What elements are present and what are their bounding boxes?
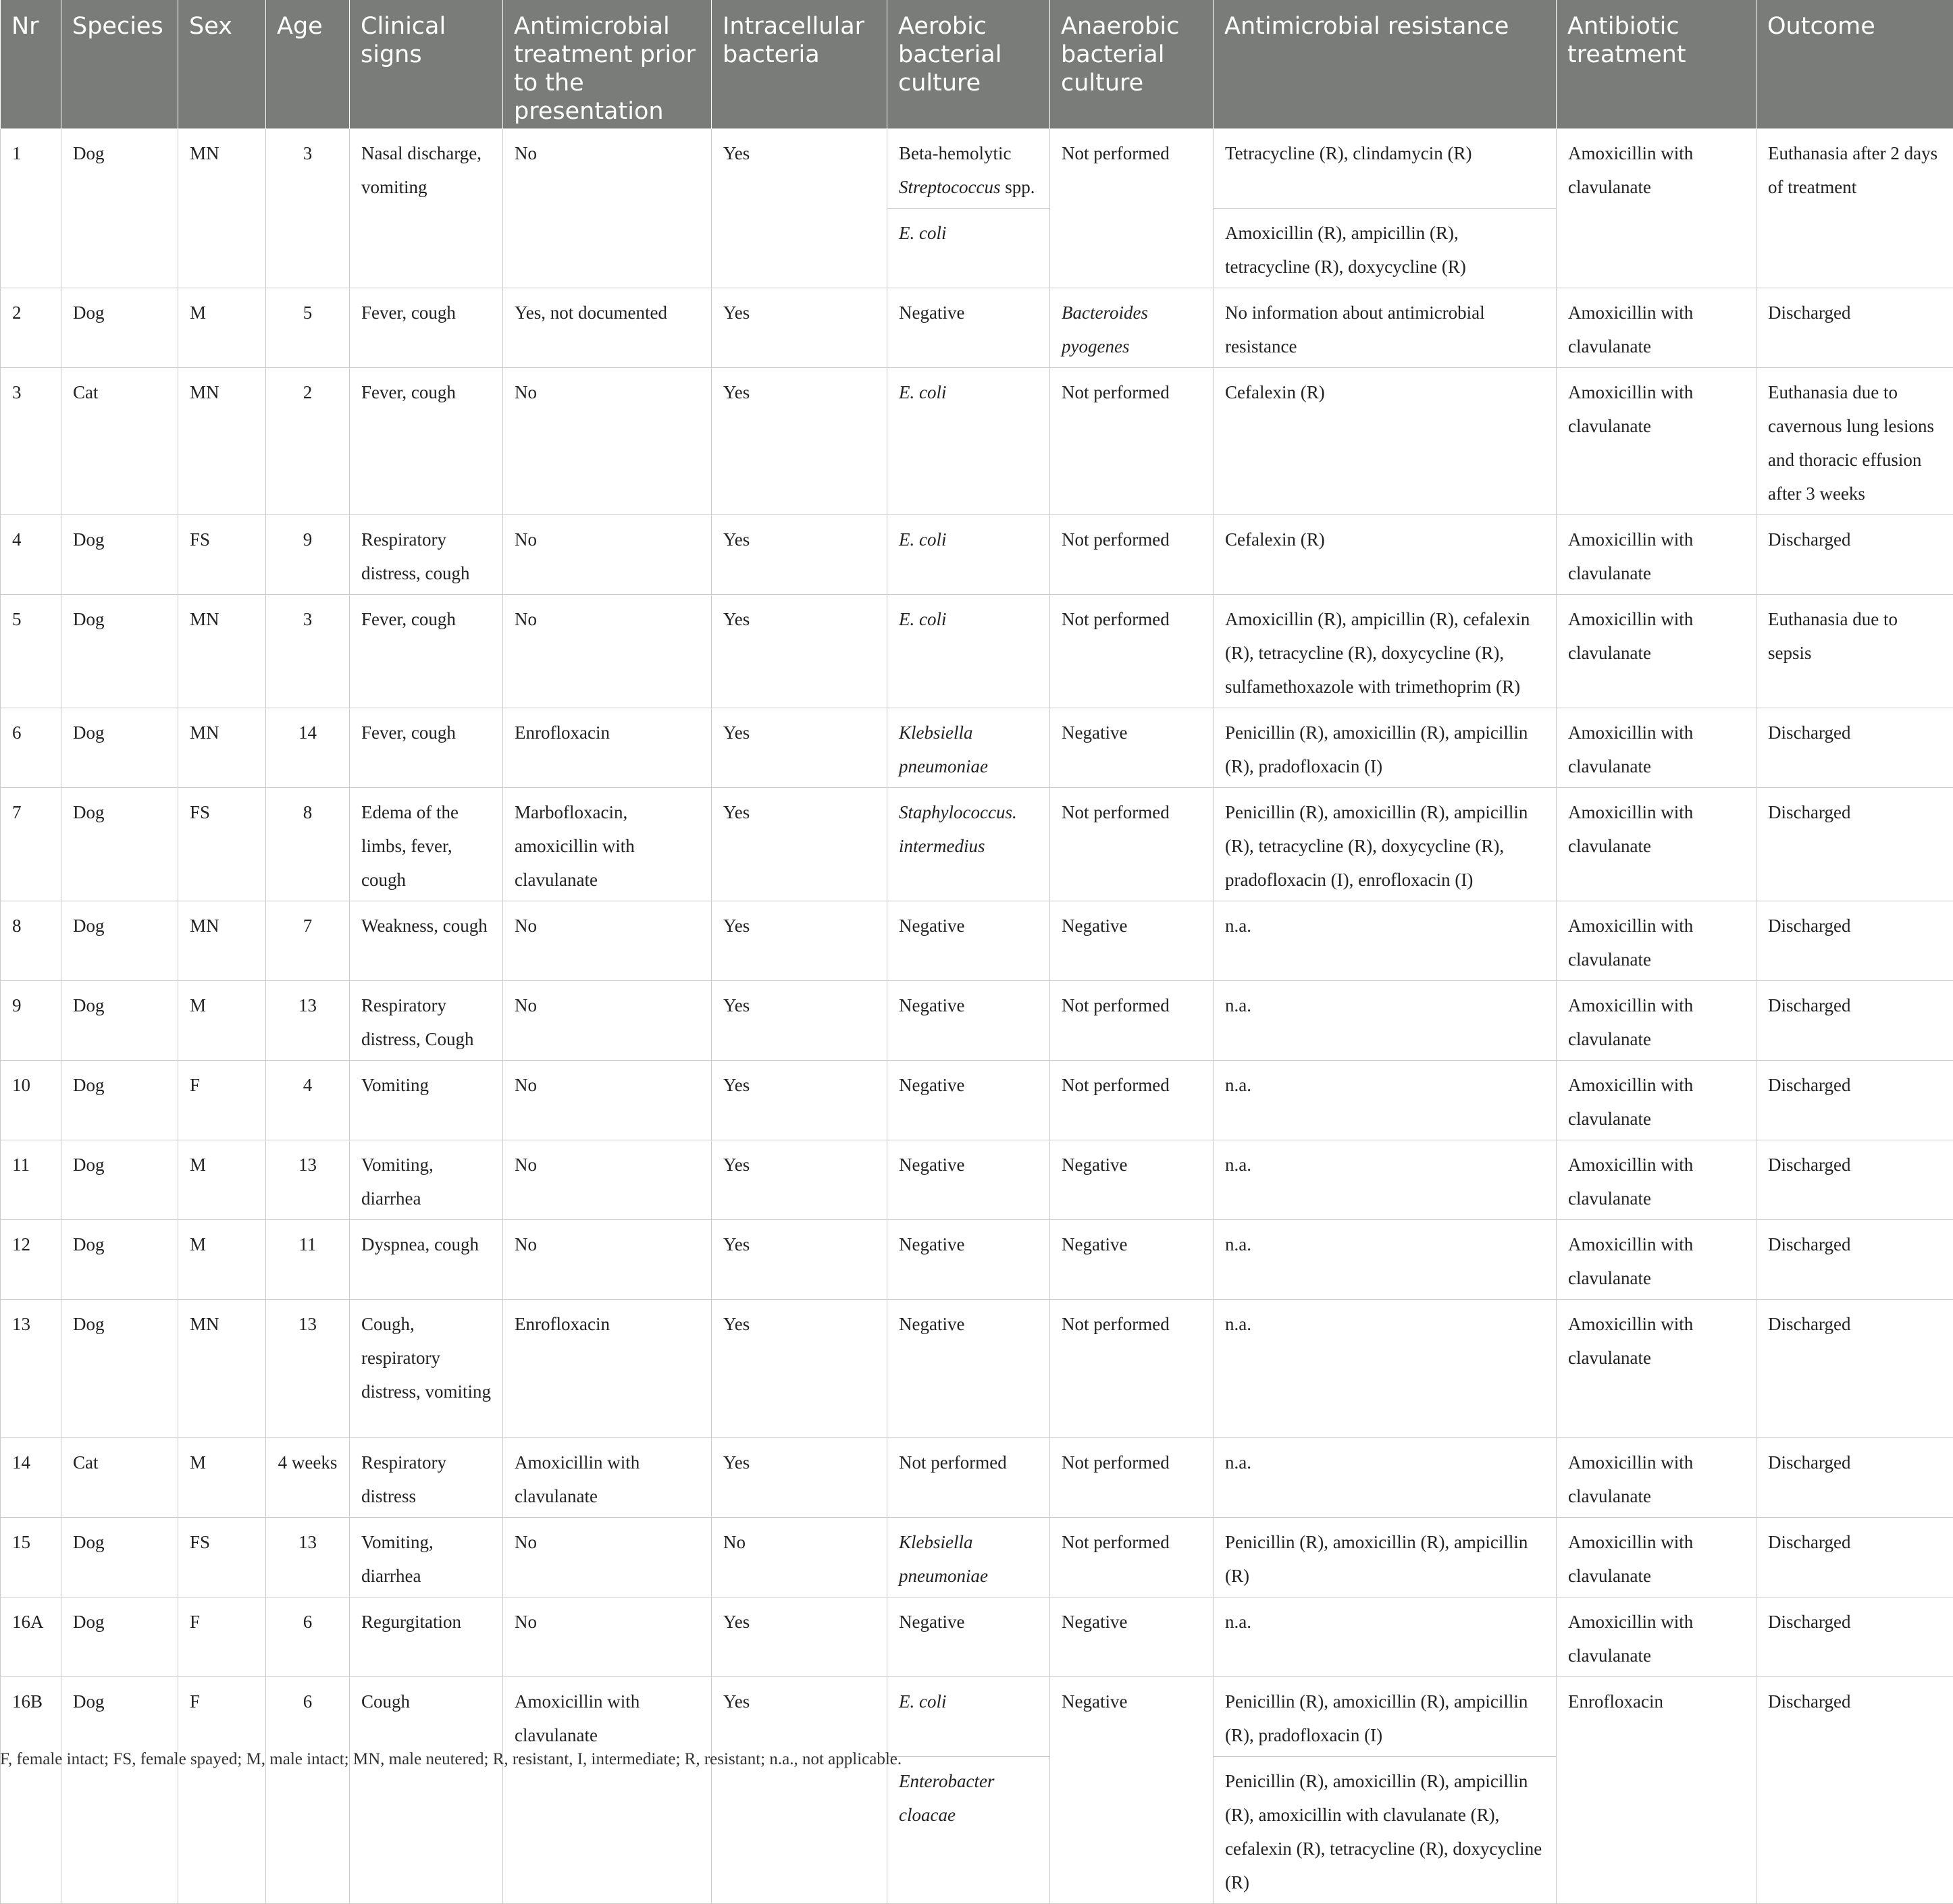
table-row bbox=[1, 788, 1953, 901]
header-age: Age bbox=[266, 0, 350, 129]
cell-nr: 8 bbox=[1, 901, 61, 981]
cell-nr: 14 bbox=[1, 1438, 61, 1518]
cell-resistance: n.a. bbox=[1214, 1140, 1557, 1220]
cell-nr: 1 bbox=[1, 129, 61, 288]
cell-anaerobic-culture: Not performed bbox=[1050, 368, 1214, 515]
cell-age: 13 bbox=[266, 1518, 350, 1597]
cell-antibiotic-treatment: Amoxicillin with clavulanate bbox=[1557, 129, 1756, 288]
cell-prior-treatment: No bbox=[503, 129, 712, 288]
cell-resistance: n.a. bbox=[1214, 901, 1557, 981]
cell-sex: M bbox=[178, 1140, 266, 1220]
table-row bbox=[1, 1438, 1953, 1518]
cell-resistance: Penicillin (R), amoxicillin (R), ampicillin (R), tetracycline (R), doxycycline (R), pradofloxacin (I), enrofloxacin (I) bbox=[1214, 788, 1557, 901]
cell-clinical-signs: Respiratory distress, Cough bbox=[350, 981, 503, 1061]
cell-outcome: Discharged bbox=[1756, 901, 1953, 981]
cell-sex: MN bbox=[178, 595, 266, 708]
header-anaerobic-culture: Anaerobic bacterial culture bbox=[1050, 0, 1214, 129]
cell-anaerobic-culture: Not performed bbox=[1050, 129, 1214, 288]
cell-age: 11 bbox=[266, 1220, 350, 1300]
cell-species: Dog bbox=[61, 1300, 178, 1438]
header-prior-treatment: Antimicrobial treatment prior to the presentation bbox=[503, 0, 712, 129]
cell-prior-treatment: Enrofloxacin bbox=[503, 1300, 712, 1438]
cell-clinical-signs: Fever, cough bbox=[350, 288, 503, 368]
cell-aerobic-culture: Not performed bbox=[887, 1438, 1050, 1518]
cell-species: Dog bbox=[61, 901, 178, 981]
cell-sex: M bbox=[178, 1438, 266, 1518]
cell-antibiotic-treatment: Amoxicillin with clavulanate bbox=[1557, 1597, 1756, 1677]
cell-clinical-signs: Dyspnea, cough bbox=[350, 1220, 503, 1300]
cell-age: 3 bbox=[266, 129, 350, 288]
cell-anaerobic-culture: Not performed bbox=[1050, 595, 1214, 708]
cell-age: 14 bbox=[266, 708, 350, 788]
table-row bbox=[1, 515, 1953, 595]
cell-age: 3 bbox=[266, 595, 350, 708]
cell-anaerobic-culture: Negative bbox=[1050, 708, 1214, 788]
table-row bbox=[1, 901, 1953, 981]
cell-sex: M bbox=[178, 1220, 266, 1300]
cell-anaerobic-culture: Negative bbox=[1050, 1140, 1214, 1220]
cell-clinical-signs: Vomiting bbox=[350, 1061, 503, 1140]
cell-prior-treatment: No bbox=[503, 1597, 712, 1677]
cell-outcome: Euthanasia due to sepsis bbox=[1756, 595, 1953, 708]
cell-aerobic-culture: E. coli bbox=[887, 515, 1050, 595]
cell-sex: F bbox=[178, 1061, 266, 1140]
cell-resistance: n.a. bbox=[1214, 981, 1557, 1061]
cell-prior-treatment: No bbox=[503, 1061, 712, 1140]
cell-resistance: n.a. bbox=[1214, 1061, 1557, 1140]
cell-outcome: Discharged bbox=[1756, 1677, 1953, 1904]
cell-species: Cat bbox=[61, 368, 178, 515]
cell-aerobic-culture: Negative bbox=[887, 901, 1050, 981]
cell-age: 13 bbox=[266, 1300, 350, 1438]
cell-resistance: Penicillin (R), amoxicillin (R), ampicillin (R), pradofloxacin (I) bbox=[1214, 1677, 1557, 1757]
cell-outcome: Discharged bbox=[1756, 981, 1953, 1061]
cell-age: 6 bbox=[266, 1677, 350, 1904]
header-outcome: Outcome bbox=[1756, 0, 1953, 129]
table-row bbox=[1, 1061, 1953, 1140]
cell-resistance: n.a. bbox=[1214, 1220, 1557, 1300]
cell-age: 4 bbox=[266, 1061, 350, 1140]
cell-aerobic-culture: E. coli bbox=[887, 209, 1050, 288]
cell-resistance: Penicillin (R), amoxicillin (R), ampicillin (R), amoxicillin with clavulanate (R), cefalexin (R), tetracycline (R), doxycycline (R) bbox=[1214, 1757, 1557, 1904]
cell-sex: M bbox=[178, 981, 266, 1061]
cell-clinical-signs: Edema of the limbs, fever, cough bbox=[350, 788, 503, 901]
cell-antibiotic-treatment: Amoxicillin with clavulanate bbox=[1557, 901, 1756, 981]
table-row bbox=[1, 288, 1953, 368]
header-clinical-signs: Clinical signs bbox=[350, 0, 503, 129]
cell-nr: 9 bbox=[1, 981, 61, 1061]
cell-aerobic-culture: Negative bbox=[887, 1220, 1050, 1300]
cell-intracellular: Yes bbox=[712, 981, 887, 1061]
cell-age: 7 bbox=[266, 901, 350, 981]
cell-intracellular: No bbox=[712, 1518, 887, 1597]
cell-age: 2 bbox=[266, 368, 350, 515]
cell-anaerobic-culture: Not performed bbox=[1050, 788, 1214, 901]
cell-prior-treatment: Marbofloxacin, amoxicillin with clavulanate bbox=[503, 788, 712, 901]
table-row bbox=[1, 981, 1953, 1061]
cell-anaerobic-culture: Not performed bbox=[1050, 1061, 1214, 1140]
cell-nr: 6 bbox=[1, 708, 61, 788]
cell-age: 5 bbox=[266, 288, 350, 368]
cell-antibiotic-treatment: Amoxicillin with clavulanate bbox=[1557, 981, 1756, 1061]
cell-antibiotic-treatment: Amoxicillin with clavulanate bbox=[1557, 1220, 1756, 1300]
cell-aerobic-culture: Staphylococcus. intermedius bbox=[887, 788, 1050, 901]
cell-antibiotic-treatment: Amoxicillin with clavulanate bbox=[1557, 1438, 1756, 1518]
cell-sex: FS bbox=[178, 788, 266, 901]
cell-nr: 4 bbox=[1, 515, 61, 595]
table-row bbox=[1, 708, 1953, 788]
cell-resistance: Amoxicillin (R), ampicillin (R), cefalexin (R), tetracycline (R), doxycycline (R), sulfamethoxazole with trimethoprim (R) bbox=[1214, 595, 1557, 708]
cell-outcome: Discharged bbox=[1756, 288, 1953, 368]
cell-prior-treatment: No bbox=[503, 595, 712, 708]
cell-species: Dog bbox=[61, 515, 178, 595]
cell-sex: M bbox=[178, 288, 266, 368]
cell-antibiotic-treatment: Enrofloxacin bbox=[1557, 1677, 1756, 1904]
cell-species: Dog bbox=[61, 595, 178, 708]
cell-nr: 3 bbox=[1, 368, 61, 515]
cell-age: 4 weeks bbox=[266, 1438, 350, 1518]
cell-intracellular: Yes bbox=[712, 788, 887, 901]
cell-age: 9 bbox=[266, 515, 350, 595]
cell-aerobic-culture bbox=[887, 129, 1050, 209]
cell-clinical-signs: Fever, cough bbox=[350, 708, 503, 788]
cell-species: Dog bbox=[61, 288, 178, 368]
header-row bbox=[1, 0, 1953, 129]
cell-anaerobic-culture: Not performed bbox=[1050, 981, 1214, 1061]
header-aerobic-culture: Aerobic bacterial culture bbox=[887, 0, 1050, 129]
cell-aerobic-culture: Negative bbox=[887, 1140, 1050, 1220]
cell-prior-treatment: No bbox=[503, 1518, 712, 1597]
cell-outcome: Discharged bbox=[1756, 788, 1953, 901]
header-intracellular-bacteria: Intracellular bacteria bbox=[712, 0, 887, 129]
cell-prior-treatment: No bbox=[503, 901, 712, 981]
cell-antibiotic-treatment: Amoxicillin with clavulanate bbox=[1557, 1140, 1756, 1220]
cell-clinical-signs: Weakness, cough bbox=[350, 901, 503, 981]
cell-anaerobic-culture: Not performed bbox=[1050, 1300, 1214, 1438]
cell-resistance: Penicillin (R), amoxicillin (R), ampicillin (R), pradofloxacin (I) bbox=[1214, 708, 1557, 788]
cell-anaerobic-culture: Not performed bbox=[1050, 1518, 1214, 1597]
cell-sex: MN bbox=[178, 368, 266, 515]
cell-species: Dog bbox=[61, 708, 178, 788]
cell-outcome: Discharged bbox=[1756, 1597, 1953, 1677]
cell-species: Dog bbox=[61, 1677, 178, 1904]
cell-aerobic-culture: Negative bbox=[887, 1300, 1050, 1438]
cell-clinical-signs: Nasal discharge, vomiting bbox=[350, 129, 503, 288]
cell-anaerobic-culture: Negative bbox=[1050, 901, 1214, 981]
cell-outcome: Discharged bbox=[1756, 1518, 1953, 1597]
cell-species: Dog bbox=[61, 1061, 178, 1140]
cell-resistance: Cefalexin (R) bbox=[1214, 368, 1557, 515]
table-row bbox=[1, 1300, 1953, 1438]
table-row bbox=[1, 129, 1953, 209]
cell-antibiotic-treatment: Amoxicillin with clavulanate bbox=[1557, 708, 1756, 788]
cell-clinical-signs: Vomiting, diarrhea bbox=[350, 1140, 503, 1220]
cell-age: 13 bbox=[266, 981, 350, 1061]
cell-sex: MN bbox=[178, 901, 266, 981]
cell-prior-treatment: No bbox=[503, 981, 712, 1061]
cell-prior-treatment: No bbox=[503, 1140, 712, 1220]
cell-intracellular: Yes bbox=[712, 1061, 887, 1140]
cell-intracellular: Yes bbox=[712, 595, 887, 708]
cell-antibiotic-treatment: Amoxicillin with clavulanate bbox=[1557, 515, 1756, 595]
cell-outcome: Discharged bbox=[1756, 1220, 1953, 1300]
cell-anaerobic-culture: Bacteroides pyogenes bbox=[1050, 288, 1214, 368]
cell-species: Dog bbox=[61, 1220, 178, 1300]
cell-species: Dog bbox=[61, 981, 178, 1061]
cell-outcome: Discharged bbox=[1756, 1140, 1953, 1220]
header-antimicrobial-resistance: Antimicrobial resistance bbox=[1214, 0, 1557, 129]
cell-species: Dog bbox=[61, 129, 178, 288]
table-row bbox=[1, 595, 1953, 708]
cell-nr: 5 bbox=[1, 595, 61, 708]
header-antibiotic-treatment: Antibiotic treatment bbox=[1557, 0, 1756, 129]
cell-species: Dog bbox=[61, 788, 178, 901]
cell-resistance: Cefalexin (R) bbox=[1214, 515, 1557, 595]
cell-species: Cat bbox=[61, 1438, 178, 1518]
cell-prior-treatment: No bbox=[503, 515, 712, 595]
cell-age: 8 bbox=[266, 788, 350, 901]
cell-intracellular: Yes bbox=[712, 1220, 887, 1300]
cell-nr: 12 bbox=[1, 1220, 61, 1300]
cell-aerobic-culture: Enterobacter cloacae bbox=[887, 1757, 1050, 1904]
cell-intracellular: Yes bbox=[712, 129, 887, 288]
cell-clinical-signs: Respiratory distress bbox=[350, 1438, 503, 1518]
header-nr: Nr bbox=[1, 0, 61, 129]
cell-intracellular: Yes bbox=[712, 368, 887, 515]
cell-anaerobic-culture: Not performed bbox=[1050, 1438, 1214, 1518]
cell-nr: 16B bbox=[1, 1677, 61, 1904]
cell-aerobic-culture: Negative bbox=[887, 1597, 1050, 1677]
cell-resistance: Amoxicillin (R), ampicillin (R), tetracycline (R), doxycycline (R) bbox=[1214, 209, 1557, 288]
cell-nr: 10 bbox=[1, 1061, 61, 1140]
cell-sex: F bbox=[178, 1597, 266, 1677]
cell-sex: FS bbox=[178, 1518, 266, 1597]
cell-outcome: Discharged bbox=[1756, 708, 1953, 788]
cell-nr: 15 bbox=[1, 1518, 61, 1597]
cell-prior-treatment: No bbox=[503, 1220, 712, 1300]
cell-intracellular: Yes bbox=[712, 1300, 887, 1438]
cell-antibiotic-treatment: Amoxicillin with clavulanate bbox=[1557, 1518, 1756, 1597]
cell-nr: 2 bbox=[1, 288, 61, 368]
cell-antibiotic-treatment: Amoxicillin with clavulanate bbox=[1557, 788, 1756, 901]
cell-clinical-signs: Respiratory distress, cough bbox=[350, 515, 503, 595]
cell-nr: 16A bbox=[1, 1597, 61, 1677]
cell-anaerobic-culture: Negative bbox=[1050, 1220, 1214, 1300]
cell-clinical-signs: Fever, cough bbox=[350, 368, 503, 515]
cell-aerobic-culture: E. coli bbox=[887, 1677, 1050, 1757]
cell-nr: 11 bbox=[1, 1140, 61, 1220]
cell-resistance: n.a. bbox=[1214, 1300, 1557, 1438]
cell-aerobic-culture: Negative bbox=[887, 1061, 1050, 1140]
cell-species: Dog bbox=[61, 1597, 178, 1677]
table-row bbox=[1, 1677, 1953, 1757]
header-species: Species bbox=[61, 0, 178, 129]
cell-clinical-signs: Cough bbox=[350, 1677, 503, 1904]
cell-intracellular: Yes bbox=[712, 1140, 887, 1220]
cell-anaerobic-culture: Not performed bbox=[1050, 515, 1214, 595]
cell-aerobic-culture: Klebsiella pneumoniae bbox=[887, 708, 1050, 788]
table-footnote: F, female intact; FS, female spayed; M, male intact; MN, male neutered; R, resistant, I, intermediate; R, resistant; n.a., not applicable. bbox=[0, 1750, 902, 1769]
cell-outcome: Discharged bbox=[1756, 1061, 1953, 1140]
cell-intracellular: Yes bbox=[712, 1677, 887, 1904]
cell-clinical-signs: Vomiting, diarrhea bbox=[350, 1518, 503, 1597]
cell-anaerobic-culture: Negative bbox=[1050, 1677, 1214, 1904]
cell-nr: 7 bbox=[1, 788, 61, 901]
cell-antibiotic-treatment: Amoxicillin with clavulanate bbox=[1557, 368, 1756, 515]
cell-sex: MN bbox=[178, 708, 266, 788]
cell-outcome: Discharged bbox=[1756, 515, 1953, 595]
cell-sex: FS bbox=[178, 515, 266, 595]
table-row bbox=[1, 1140, 1953, 1220]
cell-age: 13 bbox=[266, 1140, 350, 1220]
cell-sex: MN bbox=[178, 1300, 266, 1438]
cell-outcome: Euthanasia after 2 days of treatment bbox=[1756, 129, 1953, 288]
cell-prior-treatment: Amoxicillin with clavulanate bbox=[503, 1677, 712, 1904]
cell-clinical-signs: Cough, respiratory distress, vomiting bbox=[350, 1300, 503, 1438]
table-row bbox=[1, 1220, 1953, 1300]
cell-sex: MN bbox=[178, 129, 266, 288]
cell-prior-treatment: Yes, not documented bbox=[503, 288, 712, 368]
cell-intracellular: Yes bbox=[712, 901, 887, 981]
cell-intracellular: Yes bbox=[712, 288, 887, 368]
cell-antibiotic-treatment: Amoxicillin with clavulanate bbox=[1557, 1061, 1756, 1140]
cell-aerobic-culture: Negative bbox=[887, 981, 1050, 1061]
cell-species: Dog bbox=[61, 1140, 178, 1220]
cell-intracellular: Yes bbox=[712, 515, 887, 595]
cell-clinical-signs: Regurgitation bbox=[350, 1597, 503, 1677]
table-row bbox=[1, 1518, 1953, 1597]
cell-antibiotic-treatment: Amoxicillin with clavulanate bbox=[1557, 1300, 1756, 1438]
table-row bbox=[1, 1597, 1953, 1677]
cell-antibiotic-treatment: Amoxicillin with clavulanate bbox=[1557, 595, 1756, 708]
table-row bbox=[1, 368, 1953, 515]
cell-prior-treatment: No bbox=[503, 368, 712, 515]
cell-outcome: Discharged bbox=[1756, 1300, 1953, 1438]
cell-aerobic-culture: E. coli bbox=[887, 595, 1050, 708]
cell-aerobic-culture: Negative bbox=[887, 288, 1050, 368]
cell-anaerobic-culture: Negative bbox=[1050, 1597, 1214, 1677]
header-sex: Sex bbox=[178, 0, 266, 129]
cell-resistance: n.a. bbox=[1214, 1597, 1557, 1677]
cell-species: Dog bbox=[61, 1518, 178, 1597]
cell-antibiotic-treatment: Amoxicillin with clavulanate bbox=[1557, 288, 1756, 368]
cell-intracellular: Yes bbox=[712, 1438, 887, 1518]
cell-outcome: Discharged bbox=[1756, 1438, 1953, 1518]
cell-resistance: Tetracycline (R), clindamycin (R) bbox=[1214, 129, 1557, 209]
cell-sex: F bbox=[178, 1677, 266, 1904]
cell-resistance: Penicillin (R), amoxicillin (R), ampicillin (R) bbox=[1214, 1518, 1557, 1597]
cell-prior-treatment: Amoxicillin with clavulanate bbox=[503, 1438, 712, 1518]
cell-intracellular: Yes bbox=[712, 708, 887, 788]
cell-nr: 13 bbox=[1, 1300, 61, 1438]
cell-resistance: n.a. bbox=[1214, 1438, 1557, 1518]
aerobic-text: Beta-hemolytic Streptococcus spp. bbox=[899, 143, 1035, 197]
cell-resistance: No information about antimicrobial resistance bbox=[1214, 288, 1557, 368]
cell-prior-treatment: Enrofloxacin bbox=[503, 708, 712, 788]
cell-intracellular: Yes bbox=[712, 1597, 887, 1677]
cell-aerobic-culture: Klebsiella pneumoniae bbox=[887, 1518, 1050, 1597]
cell-aerobic-culture: E. coli bbox=[887, 368, 1050, 515]
cell-outcome: Euthanasia due to cavernous lung lesions and thoracic effusion after 3 weeks bbox=[1756, 368, 1953, 515]
cell-age: 6 bbox=[266, 1597, 350, 1677]
cell-clinical-signs: Fever, cough bbox=[350, 595, 503, 708]
